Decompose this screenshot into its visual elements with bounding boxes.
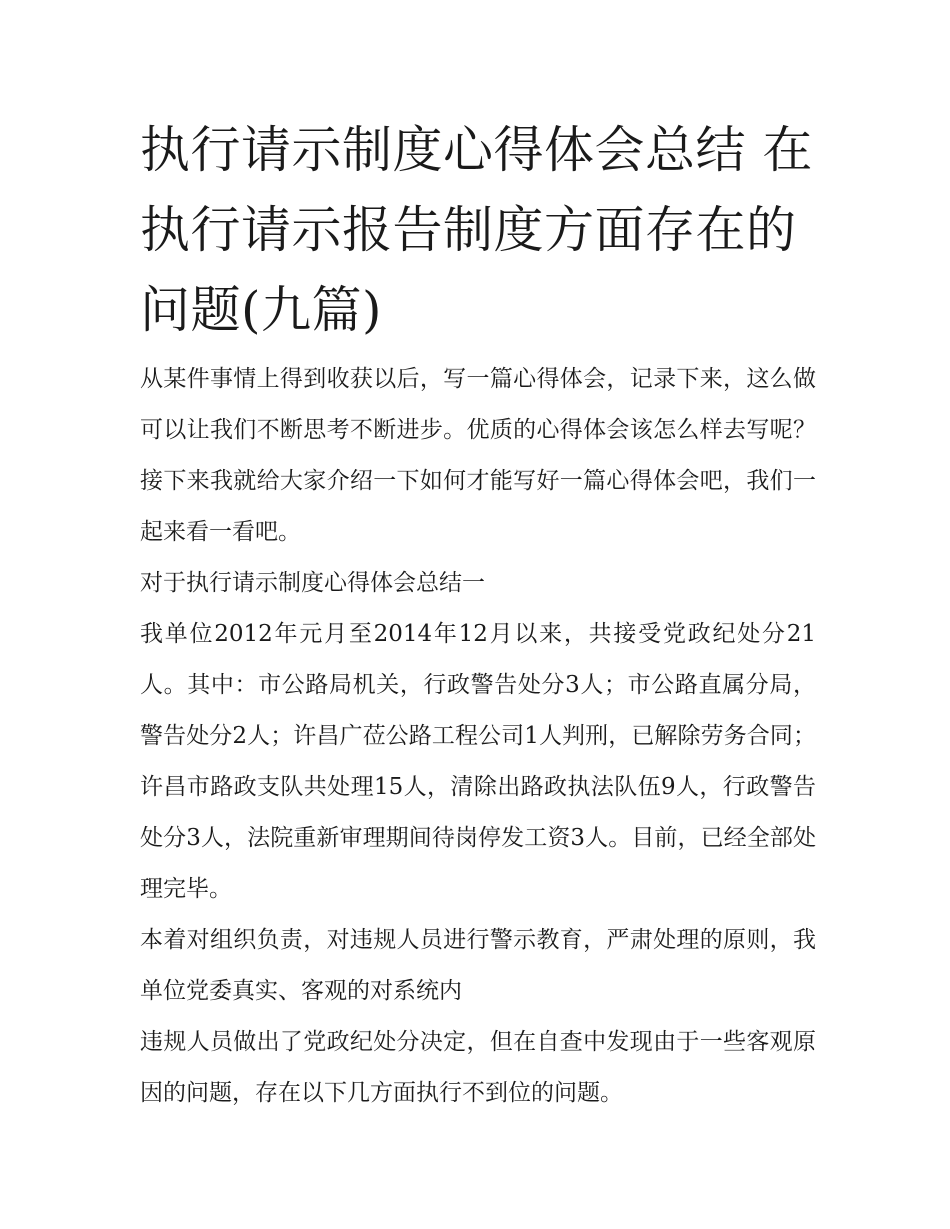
intro-paragraph: 从某件事情上得到收获以后，写一篇心得体会，记录下来，这么做可以让我们不断思考不断进步。优质的心得体会该怎么样去写呢？接下来我就给大家介绍一下如何才能写好一篇心得体会吧，我们一起来看一看吧。	[140, 366, 816, 545]
document-body	[140, 354, 816, 1119]
document-title: 执行请示制度心得体会总结 在执行请示报告制度方面存在的问题(九篇)	[140, 121, 813, 339]
body-paragraph: 我单位2012年元月至2014年12月以来，共接受党政纪处分21人。其中：市公路局机关，行政警告处分3人；市公路直属分局，警告处分2人；许昌广莅公路工程公司1人判刑，已解除劳务合同；许昌市路政支队共处理15人，清除出路政执法队伍9人，行政警告处分3人，法院重新审理期间待岗停发工资3人。目前，已经全部处理完毕。	[140, 621, 816, 902]
section-heading: 对于执行请示制度心得体会总结一	[140, 570, 485, 596]
body-paragraph: 本着对组织负责，对违规人员进行警示教育，严肃处理的原则，我单位党委真实、客观的对系统内	[140, 927, 816, 1004]
body-paragraph: 违规人员做出了党政纪处分决定，但在自查中发现由于一些客观原因的问题，存在以下几方面执行不到位的问题。	[140, 1029, 816, 1106]
